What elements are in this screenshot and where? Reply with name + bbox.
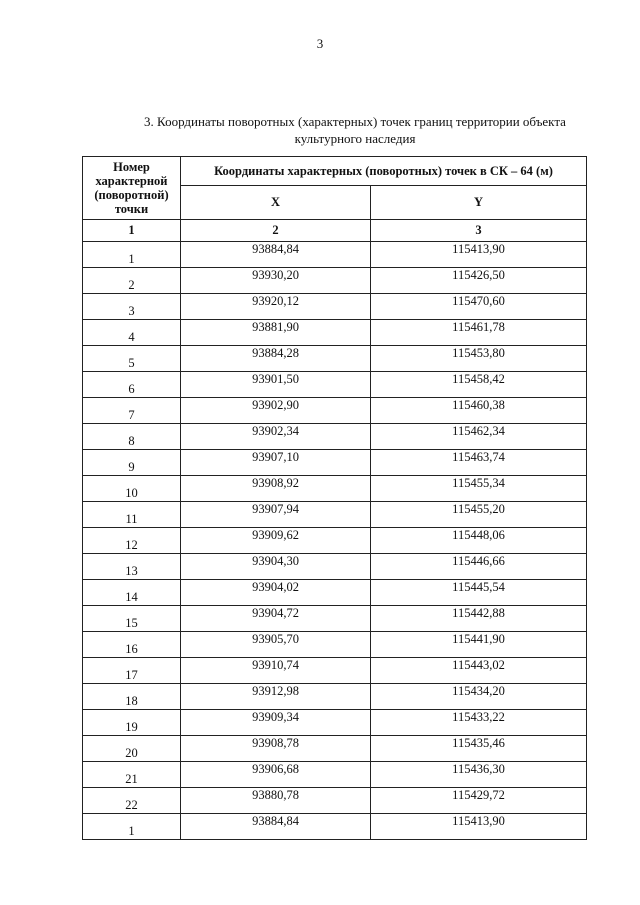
y-coordinate-cell: 115442,88 [371, 606, 587, 632]
x-coordinate-cell: 93906,68 [181, 762, 371, 788]
table-row [83, 476, 587, 502]
coordinates-header: Координаты характерных (поворотных) точек в СК – 64 (м) [181, 157, 587, 186]
point-number-cell: 20 [83, 736, 181, 762]
point-number-cell: 8 [83, 424, 181, 450]
point-number-cell: 1 [83, 814, 181, 840]
section-title-line-2: культурного наследия [294, 131, 416, 146]
x-coordinate-cell: 93930,20 [181, 268, 371, 294]
y-coordinate-cell: 115455,34 [371, 476, 587, 502]
y-coordinate-cell: 115429,72 [371, 788, 587, 814]
point-number-cell: 11 [83, 502, 181, 528]
point-number-cell: 5 [83, 346, 181, 372]
point-number-cell: 2 [83, 268, 181, 294]
point-header-line: (поворотной) [94, 188, 169, 202]
table-row [83, 658, 587, 684]
point-number-cell: 13 [83, 554, 181, 580]
y-coordinate-cell: 115463,74 [371, 450, 587, 476]
point-number-cell: 17 [83, 658, 181, 684]
table-row [83, 450, 587, 476]
y-coordinate-cell: 115462,34 [371, 424, 587, 450]
point-number-cell: 22 [83, 788, 181, 814]
point-number-cell: 15 [83, 606, 181, 632]
y-coordinate-cell: 115453,80 [371, 346, 587, 372]
y-coordinate-cell: 115426,50 [371, 268, 587, 294]
table-row [83, 294, 587, 320]
point-number-cell: 9 [83, 450, 181, 476]
table-row [83, 762, 587, 788]
y-coordinate-cell: 115446,66 [371, 554, 587, 580]
table-row [83, 710, 587, 736]
column-index: 3 [371, 220, 587, 242]
column-index: 2 [181, 220, 371, 242]
point-number-cell: 10 [83, 476, 181, 502]
point-number-header [83, 157, 181, 220]
x-coordinate-cell: 93908,92 [181, 476, 371, 502]
y-coordinate-cell: 115448,06 [371, 528, 587, 554]
x-coordinate-cell: 93907,10 [181, 450, 371, 476]
y-coordinate-cell: 115435,46 [371, 736, 587, 762]
y-coordinate-cell: 115434,20 [371, 684, 587, 710]
x-coordinate-cell: 93904,02 [181, 580, 371, 606]
y-coordinate-cell: 115443,02 [371, 658, 587, 684]
table-row [83, 606, 587, 632]
coordinates-table [82, 156, 587, 840]
table-row [83, 736, 587, 762]
table-row [83, 398, 587, 424]
table-row [83, 372, 587, 398]
page-number: 3 [316, 36, 324, 51]
x-coordinate-cell: 93884,28 [181, 346, 371, 372]
x-coordinate-cell: 93912,98 [181, 684, 371, 710]
table-row [83, 632, 587, 658]
x-coordinate-cell: 93884,84 [181, 242, 371, 268]
table-row [83, 528, 587, 554]
point-number-cell: 21 [83, 762, 181, 788]
table-row [83, 424, 587, 450]
y-coordinate-cell: 115460,38 [371, 398, 587, 424]
point-number-cell: 14 [83, 580, 181, 606]
x-coordinate-cell: 93905,70 [181, 632, 371, 658]
table-body [83, 242, 587, 840]
y-coordinate-cell: 115445,54 [371, 580, 587, 606]
table-row [83, 346, 587, 372]
x-coordinate-cell: 93920,12 [181, 294, 371, 320]
x-coordinate-cell: 93907,94 [181, 502, 371, 528]
table-row [83, 242, 587, 268]
x-coordinate-cell: 93902,34 [181, 424, 371, 450]
table-row [83, 268, 587, 294]
point-number-cell: 7 [83, 398, 181, 424]
y-header: Y [371, 186, 587, 220]
y-coordinate-cell: 115436,30 [371, 762, 587, 788]
x-coordinate-cell: 93909,62 [181, 528, 371, 554]
x-coordinate-cell: 93908,78 [181, 736, 371, 762]
table-row [83, 502, 587, 528]
y-coordinate-cell: 115413,90 [371, 242, 587, 268]
column-index: 1 [83, 220, 181, 242]
table-row [83, 684, 587, 710]
section-title [130, 113, 580, 147]
x-coordinate-cell: 93884,84 [181, 814, 371, 840]
x-coordinate-cell: 93881,90 [181, 320, 371, 346]
point-number-cell: 3 [83, 294, 181, 320]
x-coordinate-cell: 93902,90 [181, 398, 371, 424]
y-coordinate-cell: 115455,20 [371, 502, 587, 528]
x-coordinate-cell: 93909,34 [181, 710, 371, 736]
x-coordinate-cell: 93880,78 [181, 788, 371, 814]
point-header-line: характерной [95, 174, 168, 188]
y-coordinate-cell: 115413,90 [371, 814, 587, 840]
table-row [83, 788, 587, 814]
x-coordinate-cell: 93904,72 [181, 606, 371, 632]
point-number-cell: 6 [83, 372, 181, 398]
section-title-line-1: 3. Координаты поворотных (характерных) точек границ территории объекта [144, 114, 566, 129]
y-coordinate-cell: 115433,22 [371, 710, 587, 736]
point-number-cell: 18 [83, 684, 181, 710]
y-coordinate-cell: 115461,78 [371, 320, 587, 346]
point-number-cell: 19 [83, 710, 181, 736]
x-header: X [181, 186, 371, 220]
x-coordinate-cell: 93910,74 [181, 658, 371, 684]
table-row [83, 554, 587, 580]
point-number-cell: 4 [83, 320, 181, 346]
point-number-cell: 16 [83, 632, 181, 658]
table-row [83, 580, 587, 606]
table-row [83, 320, 587, 346]
table-row [83, 814, 587, 840]
x-coordinate-cell: 93901,50 [181, 372, 371, 398]
y-coordinate-cell: 115458,42 [371, 372, 587, 398]
y-coordinate-cell: 115441,90 [371, 632, 587, 658]
x-coordinate-cell: 93904,30 [181, 554, 371, 580]
point-number-cell: 12 [83, 528, 181, 554]
y-coordinate-cell: 115470,60 [371, 294, 587, 320]
point-number-cell: 1 [83, 242, 181, 268]
point-header-line: точки [114, 202, 149, 216]
point-header-line: Номер [113, 160, 150, 174]
